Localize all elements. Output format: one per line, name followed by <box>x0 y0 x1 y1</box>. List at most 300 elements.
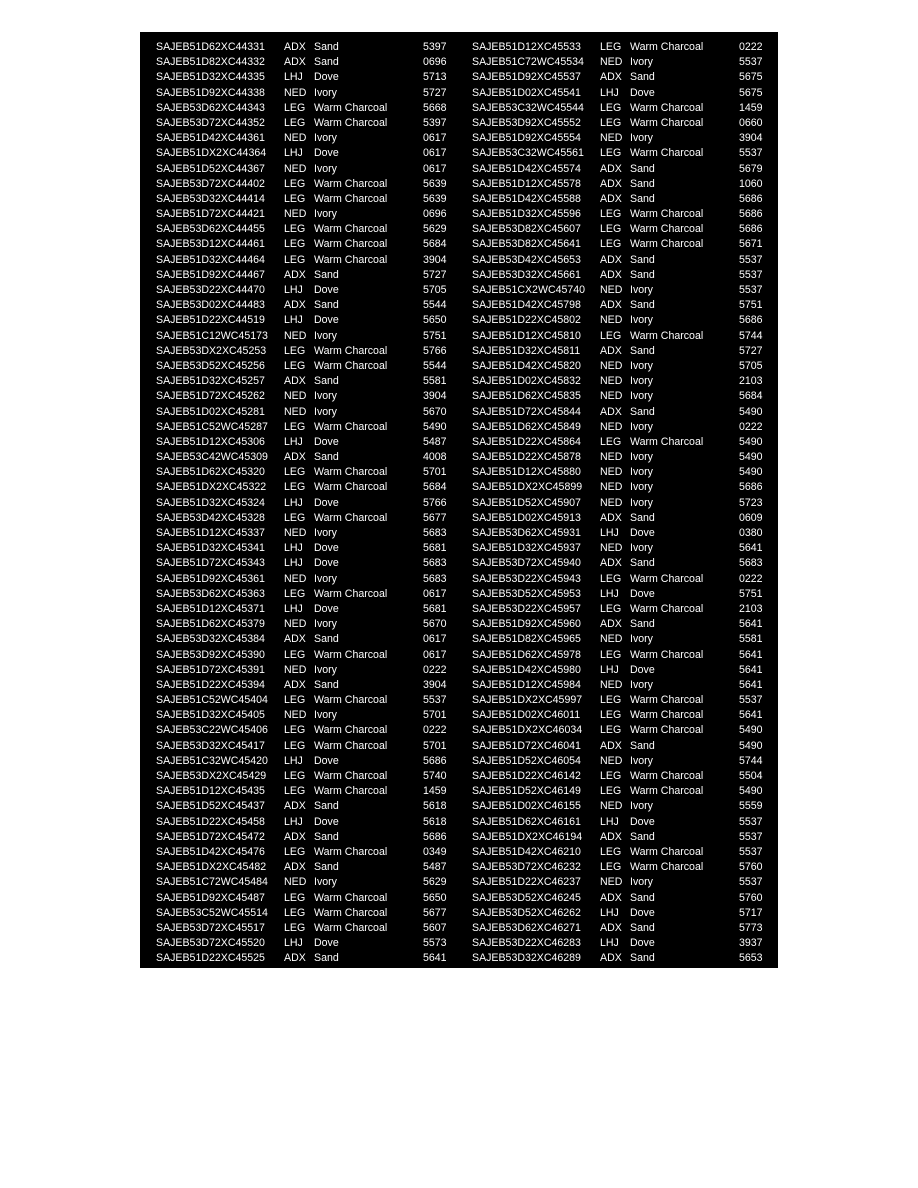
vin-cell: SAJEB53D22XC45943 <box>472 572 581 585</box>
trim-code-cell: LEG <box>600 602 622 615</box>
number-cell: 5639 <box>423 192 447 205</box>
number-cell: 5397 <box>423 41 447 53</box>
vin-cell: SAJEB51C72WC45534 <box>472 56 584 69</box>
vin-cell: SAJEB51D72XC45472 <box>156 830 265 843</box>
vin-cell: SAJEB51D22XC46237 <box>472 876 581 889</box>
trim-code-cell: NED <box>600 466 623 479</box>
trim-code-cell: LHJ <box>600 937 619 950</box>
vin-cell: SAJEB51C32WC45420 <box>156 754 268 767</box>
trim-code-cell: LEG <box>284 648 306 661</box>
color-cell: Ivory <box>314 618 337 631</box>
number-cell: 5740 <box>423 770 447 782</box>
trim-code-cell: NED <box>600 542 623 555</box>
number-cell: 3904 <box>739 132 763 145</box>
vin-cell: SAJEB51D32XC45811 <box>472 344 581 357</box>
color-cell: Dove <box>314 557 339 570</box>
trim-code-cell: ADX <box>284 41 306 53</box>
vin-cell: SAJEB51D12XC45533 <box>472 41 581 53</box>
trim-code-cell: LEG <box>600 238 622 251</box>
listing-row <box>140 40 778 55</box>
vin-cell: SAJEB51D12XC45810 <box>472 329 581 342</box>
vin-cell: SAJEB51D72XC45343 <box>156 557 265 570</box>
listing-row <box>140 359 778 374</box>
number-cell: 5727 <box>423 268 447 281</box>
color-cell: Ivory <box>630 481 653 494</box>
vin-cell: SAJEB51DX2XC45899 <box>472 481 583 494</box>
number-cell: 5490 <box>739 739 763 752</box>
number-cell: 0349 <box>423 845 447 858</box>
trim-code-cell: ADX <box>284 299 306 312</box>
trim-code-cell: NED <box>284 86 307 99</box>
color-cell: Sand <box>630 618 655 631</box>
vin-cell: SAJEB51D32XC44335 <box>156 71 265 84</box>
color-cell: Dove <box>314 71 339 84</box>
trim-code-cell: ADX <box>600 739 622 752</box>
color-cell: Dove <box>630 937 655 950</box>
vin-cell: SAJEB51D02XC45281 <box>156 405 265 418</box>
vin-cell: SAJEB51C12WC45173 <box>156 329 268 342</box>
color-cell: Ivory <box>630 132 653 145</box>
color-cell: Ivory <box>314 527 337 539</box>
color-cell: Warm Charcoal <box>314 238 388 251</box>
trim-code-cell: ADX <box>600 268 622 281</box>
trim-code-cell: NED <box>284 618 307 631</box>
vin-cell: SAJEB51D62XC45835 <box>472 390 581 403</box>
listing-row <box>140 921 778 936</box>
vin-cell: SAJEB51DX2XC46194 <box>472 830 583 843</box>
vin-cell: SAJEB53D62XC44343 <box>156 101 265 114</box>
trim-code-cell: LHJ <box>284 496 303 509</box>
listing-row <box>140 754 778 769</box>
vin-cell: SAJEB53D52XC46245 <box>472 891 581 904</box>
number-cell: 5641 <box>739 663 763 676</box>
vin-cell: SAJEB53D02XC44483 <box>156 299 265 312</box>
trim-code-cell: ADX <box>600 952 622 965</box>
number-cell: 0617 <box>423 132 447 145</box>
number-cell: 0222 <box>423 724 447 737</box>
vin-cell: SAJEB51D02XC45541 <box>472 86 581 99</box>
number-cell: 5487 <box>423 861 447 874</box>
color-cell: Dove <box>314 147 339 160</box>
number-cell: 2103 <box>739 602 763 615</box>
number-cell: 5751 <box>739 299 763 312</box>
number-cell: 5773 <box>739 921 763 934</box>
listing-row <box>140 389 778 404</box>
trim-code-cell: ADX <box>284 375 306 388</box>
color-cell: Sand <box>314 830 339 843</box>
listing-row <box>140 116 778 131</box>
trim-code-cell: NED <box>600 314 623 327</box>
color-cell: Warm Charcoal <box>314 739 388 752</box>
color-cell: Ivory <box>630 284 653 296</box>
vin-cell: SAJEB53D92XC45552 <box>472 116 581 129</box>
color-cell: Sand <box>630 921 655 934</box>
trim-code-cell: ADX <box>284 861 306 874</box>
color-cell: Warm Charcoal <box>630 648 704 661</box>
listing-row <box>140 830 778 845</box>
trim-code-cell: NED <box>600 359 623 372</box>
color-cell: Sand <box>314 451 339 464</box>
trim-code-cell: LHJ <box>284 435 303 448</box>
number-cell: 5537 <box>739 268 763 281</box>
vehicle-listing-panel <box>140 32 778 968</box>
vin-cell: SAJEB51D92XC45537 <box>472 71 581 84</box>
color-cell: Dove <box>314 937 339 950</box>
color-cell: Sand <box>630 557 655 570</box>
color-cell: Ivory <box>630 466 653 479</box>
color-cell: Warm Charcoal <box>314 724 388 737</box>
listing-row <box>140 799 778 814</box>
listing-row <box>140 541 778 556</box>
number-cell: 5701 <box>423 466 447 479</box>
trim-code-cell: LEG <box>284 116 306 129</box>
color-cell: Ivory <box>630 314 653 327</box>
color-cell: Sand <box>314 952 339 965</box>
trim-code-cell: LEG <box>284 192 306 205</box>
trim-code-cell: NED <box>284 405 307 418</box>
vin-cell: SAJEB51CX2WC45740 <box>472 284 586 296</box>
trim-code-cell: LHJ <box>284 815 303 828</box>
color-cell: Warm Charcoal <box>314 785 388 798</box>
number-cell: 5727 <box>423 86 447 99</box>
vin-cell: SAJEB51D22XC45525 <box>156 952 265 965</box>
vin-cell: SAJEB51D92XC45487 <box>156 891 265 904</box>
trim-code-cell: LEG <box>600 101 622 114</box>
color-cell: Ivory <box>314 572 337 585</box>
vin-cell: SAJEB53D22XC44470 <box>156 284 265 296</box>
number-cell: 5504 <box>739 770 763 782</box>
vin-cell: SAJEB51D62XC44331 <box>156 41 265 53</box>
trim-code-cell: LEG <box>600 435 622 448</box>
number-cell: 5581 <box>423 375 447 388</box>
number-cell: 5681 <box>423 542 447 555</box>
color-cell: Warm Charcoal <box>630 435 704 448</box>
number-cell: 5607 <box>423 921 447 934</box>
trim-code-cell: LEG <box>600 223 622 236</box>
color-cell: Sand <box>314 861 339 874</box>
trim-code-cell: LEG <box>284 739 306 752</box>
trim-code-cell: LHJ <box>284 754 303 767</box>
vin-cell: SAJEB51D52XC45907 <box>472 496 581 509</box>
vin-cell: SAJEB53D62XC46271 <box>472 921 581 934</box>
number-cell: 0660 <box>739 116 763 129</box>
trim-code-cell: NED <box>284 390 307 403</box>
number-cell: 5629 <box>423 223 447 236</box>
number-cell: 5490 <box>739 724 763 737</box>
number-cell: 5684 <box>423 481 447 494</box>
listing-row <box>140 723 778 738</box>
trim-code-cell: NED <box>600 132 623 145</box>
number-cell: 5723 <box>739 496 763 509</box>
color-cell: Warm Charcoal <box>630 845 704 858</box>
color-cell: Dove <box>630 587 655 600</box>
vin-cell: SAJEB51D22XC45878 <box>472 451 581 464</box>
number-cell: 0617 <box>423 648 447 661</box>
trim-code-cell: ADX <box>284 830 306 843</box>
listing-row <box>140 526 778 541</box>
trim-code-cell: NED <box>284 329 307 342</box>
trim-code-cell: NED <box>284 527 307 539</box>
vin-cell: SAJEB51D22XC45802 <box>472 314 581 327</box>
color-cell: Dove <box>314 815 339 828</box>
trim-code-cell: LEG <box>284 724 306 737</box>
vin-cell: SAJEB53C32WC45544 <box>472 101 584 114</box>
vin-cell: SAJEB53C22WC45406 <box>156 724 268 737</box>
listing-row <box>140 192 778 207</box>
number-cell: 0617 <box>423 162 447 175</box>
trim-code-cell: LHJ <box>600 86 619 99</box>
listing-row <box>140 374 778 389</box>
trim-code-cell: ADX <box>284 451 306 464</box>
vin-cell: SAJEB51D22XC44519 <box>156 314 265 327</box>
color-cell: Ivory <box>314 709 337 722</box>
trim-code-cell: ADX <box>600 557 622 570</box>
trim-code-cell: NED <box>600 496 623 509</box>
color-cell: Warm Charcoal <box>314 253 388 266</box>
vin-cell: SAJEB53D72XC45520 <box>156 937 265 950</box>
listing-row <box>140 435 778 450</box>
color-cell: Warm Charcoal <box>314 466 388 479</box>
vin-cell: SAJEB53D72XC44402 <box>156 177 265 190</box>
vin-cell: SAJEB53DX2XC45253 <box>156 344 267 357</box>
color-cell: Dove <box>630 86 655 99</box>
vin-cell: SAJEB51D72XC45391 <box>156 663 265 676</box>
vin-cell: SAJEB51D32XC45341 <box>156 542 265 555</box>
vin-cell: SAJEB51D72XC45844 <box>472 405 581 418</box>
vin-cell: SAJEB53D72XC46232 <box>472 861 581 874</box>
color-cell: Sand <box>630 71 655 84</box>
color-cell: Ivory <box>630 754 653 767</box>
color-cell: Ivory <box>314 86 337 99</box>
color-cell: Sand <box>314 633 339 646</box>
color-cell: Ivory <box>314 162 337 175</box>
number-cell: 5766 <box>423 344 447 357</box>
color-cell: Warm Charcoal <box>630 861 704 874</box>
vin-cell: SAJEB53D72XC45940 <box>472 557 581 570</box>
vin-cell: SAJEB51D42XC44361 <box>156 132 265 145</box>
trim-code-cell: NED <box>600 633 623 646</box>
vin-cell: SAJEB53D42XC45653 <box>472 253 581 266</box>
color-cell: Dove <box>630 527 655 539</box>
number-cell: 5618 <box>423 815 447 828</box>
trim-code-cell: LEG <box>284 466 306 479</box>
color-cell: Warm Charcoal <box>630 602 704 615</box>
vin-cell: SAJEB51D12XC45880 <box>472 466 581 479</box>
color-cell: Dove <box>314 542 339 555</box>
color-cell: Warm Charcoal <box>314 906 388 919</box>
color-cell: Sand <box>630 830 655 843</box>
trim-code-cell: NED <box>284 876 307 889</box>
number-cell: 5650 <box>423 891 447 904</box>
number-cell: 5684 <box>423 238 447 251</box>
number-cell: 5760 <box>739 891 763 904</box>
color-cell: Warm Charcoal <box>630 116 704 129</box>
trim-code-cell: ADX <box>600 618 622 631</box>
listing-row <box>140 906 778 921</box>
vin-cell: SAJEB51D02XC45832 <box>472 375 581 388</box>
vin-cell: SAJEB51DX2XC44364 <box>156 147 267 160</box>
listing-row <box>140 617 778 632</box>
number-cell: 5670 <box>423 618 447 631</box>
listing-row <box>140 496 778 511</box>
vin-cell: SAJEB51D42XC45820 <box>472 359 581 372</box>
color-cell: Warm Charcoal <box>314 845 388 858</box>
number-cell: 5705 <box>423 284 447 296</box>
trim-code-cell: LEG <box>284 587 306 600</box>
listing-row <box>140 632 778 647</box>
number-cell: 5641 <box>739 678 763 691</box>
number-cell: 5675 <box>739 71 763 84</box>
trim-code-cell: ADX <box>600 299 622 312</box>
vin-cell: SAJEB53D32XC45384 <box>156 633 265 646</box>
color-cell: Warm Charcoal <box>314 223 388 236</box>
vin-cell: SAJEB53C42WC45309 <box>156 451 268 464</box>
trim-code-cell: ADX <box>600 162 622 175</box>
number-cell: 5683 <box>423 572 447 585</box>
trim-code-cell: NED <box>284 132 307 145</box>
trim-code-cell: LEG <box>284 481 306 494</box>
color-cell: Ivory <box>314 876 337 889</box>
vin-cell: SAJEB53D82XC45641 <box>472 238 581 251</box>
color-cell: Dove <box>314 314 339 327</box>
vin-cell: SAJEB53D32XC46289 <box>472 952 581 965</box>
number-cell: 0380 <box>739 527 763 539</box>
number-cell: 5618 <box>423 800 447 813</box>
vin-cell: SAJEB53C32WC45561 <box>472 147 584 160</box>
number-cell: 5751 <box>739 587 763 600</box>
number-cell: 5490 <box>739 451 763 464</box>
listing-row <box>140 663 778 678</box>
vin-cell: SAJEB51D12XC45435 <box>156 785 265 798</box>
number-cell: 5544 <box>423 299 447 312</box>
vin-cell: SAJEB53D62XC44455 <box>156 223 265 236</box>
number-cell: 5653 <box>739 952 763 965</box>
trim-code-cell: NED <box>600 481 623 494</box>
trim-code-cell: NED <box>600 56 623 69</box>
number-cell: 5675 <box>739 86 763 99</box>
color-cell: Dove <box>314 754 339 767</box>
number-cell: 0222 <box>739 41 763 53</box>
number-cell: 0222 <box>739 420 763 433</box>
number-cell: 5537 <box>739 830 763 843</box>
number-cell: 4008 <box>423 451 447 464</box>
number-cell: 1459 <box>423 785 447 798</box>
number-cell: 5744 <box>739 754 763 767</box>
number-cell: 0617 <box>423 633 447 646</box>
listing-row <box>140 405 778 420</box>
listing-row <box>140 815 778 830</box>
color-cell: Sand <box>314 375 339 388</box>
color-cell: Warm Charcoal <box>314 648 388 661</box>
vin-cell: SAJEB53D52XC46262 <box>472 906 581 919</box>
color-cell: Warm Charcoal <box>314 891 388 904</box>
trim-code-cell: LEG <box>600 845 622 858</box>
number-cell: 5677 <box>423 906 447 919</box>
number-cell: 1060 <box>739 177 763 190</box>
trim-code-cell: ADX <box>600 921 622 934</box>
trim-code-cell: ADX <box>284 633 306 646</box>
trim-code-cell: LHJ <box>284 284 303 296</box>
trim-code-cell: ADX <box>284 952 306 965</box>
trim-code-cell: LHJ <box>600 906 619 919</box>
trim-code-cell: LEG <box>600 724 622 737</box>
trim-code-cell: LEG <box>600 41 622 53</box>
trim-code-cell: NED <box>600 754 623 767</box>
trim-code-cell: LEG <box>284 906 306 919</box>
color-cell: Sand <box>630 739 655 752</box>
number-cell: 5686 <box>739 223 763 236</box>
trim-code-cell: NED <box>284 162 307 175</box>
color-cell: Sand <box>630 952 655 965</box>
number-cell: 3904 <box>423 678 447 691</box>
color-cell: Ivory <box>314 390 337 403</box>
listing-row <box>140 70 778 85</box>
color-cell: Warm Charcoal <box>630 694 704 707</box>
color-cell: Warm Charcoal <box>630 41 704 53</box>
color-cell: Warm Charcoal <box>630 709 704 722</box>
color-cell: Sand <box>314 56 339 69</box>
trim-code-cell: NED <box>600 390 623 403</box>
listing-row <box>140 86 778 101</box>
listing-row <box>140 602 778 617</box>
trim-code-cell: LEG <box>600 770 622 782</box>
vin-cell: SAJEB51D62XC45849 <box>472 420 581 433</box>
number-cell: 5686 <box>739 314 763 327</box>
listing-row <box>140 708 778 723</box>
vin-cell: SAJEB53DX2XC45429 <box>156 770 267 782</box>
vin-cell: SAJEB51D92XC45960 <box>472 618 581 631</box>
vin-cell: SAJEB51D82XC45965 <box>472 633 581 646</box>
listing-row <box>140 222 778 237</box>
number-cell: 3904 <box>423 253 447 266</box>
trim-code-cell: LHJ <box>600 527 619 539</box>
number-cell: 5490 <box>739 785 763 798</box>
listing-row <box>140 162 778 177</box>
trim-code-cell: LHJ <box>284 602 303 615</box>
number-cell: 0222 <box>423 663 447 676</box>
trim-code-cell: LEG <box>284 845 306 858</box>
vin-cell: SAJEB51D32XC45257 <box>156 375 265 388</box>
listing-row <box>140 739 778 754</box>
color-cell: Sand <box>630 162 655 175</box>
vin-cell: SAJEB51D42XC45574 <box>472 162 581 175</box>
number-cell: 5670 <box>423 405 447 418</box>
listing-row <box>140 298 778 313</box>
color-cell: Sand <box>314 800 339 813</box>
vin-cell: SAJEB51D62XC45978 <box>472 648 581 661</box>
vin-cell: SAJEB53D82XC45607 <box>472 223 581 236</box>
color-cell: Dove <box>630 663 655 676</box>
number-cell: 5537 <box>739 876 763 889</box>
color-cell: Ivory <box>630 800 653 813</box>
trim-code-cell: ADX <box>600 177 622 190</box>
number-cell: 5581 <box>739 633 763 646</box>
color-cell: Sand <box>314 268 339 281</box>
color-cell: Dove <box>314 284 339 296</box>
vin-cell: SAJEB53D52XC45953 <box>472 587 581 600</box>
vin-cell: SAJEB53D32XC45417 <box>156 739 265 752</box>
trim-code-cell: LEG <box>284 891 306 904</box>
number-cell: 5683 <box>739 557 763 570</box>
vehicle-listing-rows <box>140 40 778 966</box>
trim-code-cell: LEG <box>600 785 622 798</box>
number-cell: 2103 <box>739 375 763 388</box>
color-cell: Warm Charcoal <box>314 116 388 129</box>
number-cell: 5641 <box>423 952 447 965</box>
listing-row <box>140 237 778 252</box>
vin-cell: SAJEB51D32XC45324 <box>156 496 265 509</box>
vin-cell: SAJEB51DX2XC46034 <box>472 724 583 737</box>
